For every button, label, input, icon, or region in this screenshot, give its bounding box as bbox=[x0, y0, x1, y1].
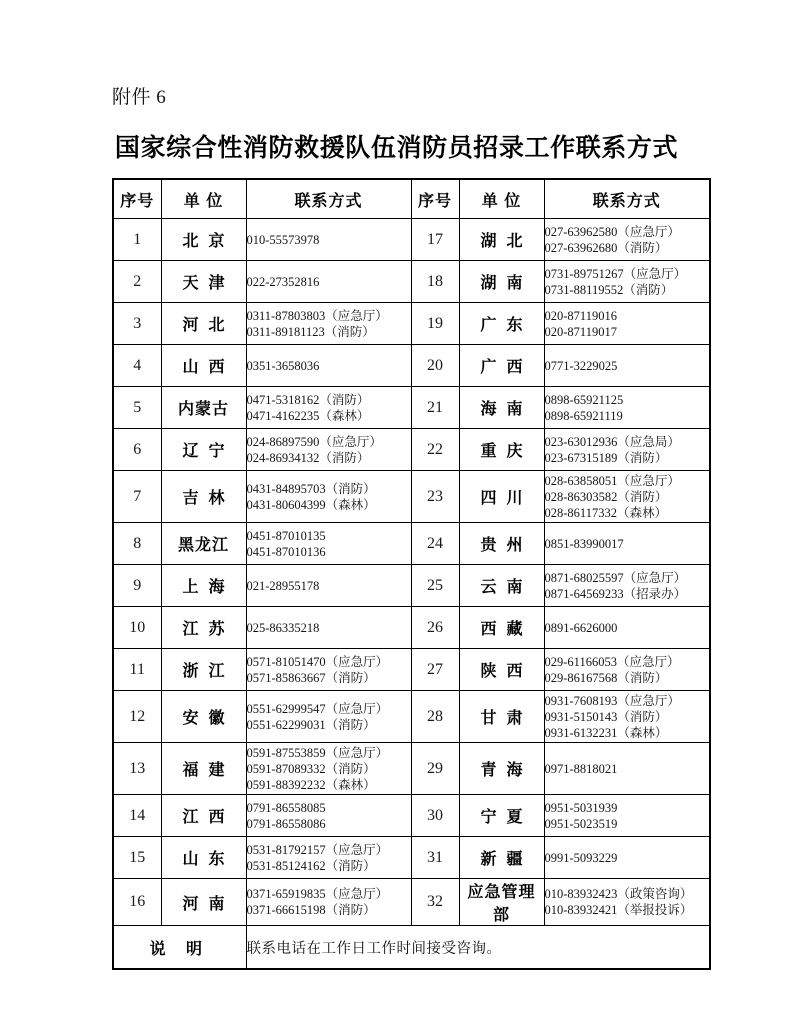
contact-cell-left bbox=[246, 649, 411, 691]
contact-line: 010-55573978 bbox=[246, 232, 320, 247]
seq-cell-right: 31 bbox=[411, 837, 459, 879]
seq-cell-left: 16 bbox=[113, 879, 161, 926]
table-row bbox=[113, 837, 710, 879]
table-row bbox=[113, 795, 710, 837]
seq-cell-right: 24 bbox=[411, 523, 459, 565]
contact-line: 0971-8818021 bbox=[544, 761, 618, 776]
unit-label: 甘肃 bbox=[480, 710, 533, 727]
unit-cell-right bbox=[459, 219, 544, 261]
contact-cell-left bbox=[246, 879, 411, 926]
unit-label: 上海 bbox=[182, 579, 235, 596]
unit-cell-right bbox=[459, 523, 544, 565]
unit-label: 广东 bbox=[480, 317, 533, 334]
contact-cell-left bbox=[246, 607, 411, 649]
contact-line: 0371-66615198（消防） bbox=[246, 903, 376, 917]
unit-label: 辽宁 bbox=[182, 443, 235, 460]
unit-label: 浙江 bbox=[182, 663, 235, 680]
contact-line: 0771-3229025 bbox=[544, 358, 618, 373]
contact-line: 0431-80604399（森林） bbox=[246, 497, 376, 512]
unit-label: 云南 bbox=[480, 579, 533, 596]
unit-label: 宁夏 bbox=[480, 809, 533, 826]
seq-cell-left: 11 bbox=[113, 649, 161, 691]
unit-cell-right bbox=[459, 649, 544, 691]
contact-cell-left bbox=[246, 471, 411, 523]
seq-cell-left: 9 bbox=[113, 565, 161, 607]
contact-line: 0931-7608193（应急厅） bbox=[544, 693, 680, 708]
unit-label: 陕西 bbox=[480, 663, 533, 680]
contact-line: 0311-87803803（应急厅） bbox=[246, 308, 388, 323]
contact-cell-left bbox=[246, 795, 411, 837]
contact-cell-left bbox=[246, 837, 411, 879]
contact-table bbox=[112, 178, 711, 970]
unit-cell-right bbox=[459, 837, 544, 879]
unit-label: 重庆 bbox=[480, 443, 533, 460]
contact-line: 0991-5093229 bbox=[544, 850, 618, 865]
table-foot bbox=[113, 926, 710, 970]
contact-line: 010-83932423（政策咨询） bbox=[544, 887, 693, 901]
unit-label: 河北 bbox=[182, 317, 235, 334]
seq-cell-left: 7 bbox=[113, 471, 161, 523]
contact-line: 0571-85863667（消防） bbox=[246, 670, 376, 685]
contact-line: 0898-65921119 bbox=[544, 408, 623, 423]
contact-line: 0471-5318162（消防） bbox=[246, 392, 370, 407]
contact-line: 0351-3658036 bbox=[246, 358, 320, 373]
seq-cell-right: 29 bbox=[411, 743, 459, 795]
contact-cell-right bbox=[544, 837, 710, 879]
contact-line: 0891-6626000 bbox=[544, 620, 618, 635]
contact-cell-right bbox=[544, 387, 710, 429]
contact-line: 010-83932421（举报投诉） bbox=[544, 903, 693, 917]
table-head bbox=[113, 179, 710, 219]
seq-cell-right: 19 bbox=[411, 303, 459, 345]
seq-cell-left: 3 bbox=[113, 303, 161, 345]
unit-label: 吉林 bbox=[182, 490, 235, 507]
contact-line: 028-86117332（森林） bbox=[544, 505, 667, 520]
contact-cell-right bbox=[544, 565, 710, 607]
contact-cell-right bbox=[544, 691, 710, 743]
table-header-row bbox=[113, 179, 710, 219]
table-row bbox=[113, 345, 710, 387]
contact-line: 0591-88392232（森林） bbox=[246, 777, 376, 792]
unit-label: 山东 bbox=[182, 851, 235, 868]
unit-cell-right bbox=[459, 387, 544, 429]
table-row bbox=[113, 565, 710, 607]
seq-cell-left: 6 bbox=[113, 429, 161, 471]
unit-cell-left bbox=[161, 795, 246, 837]
unit-label: 福建 bbox=[182, 762, 235, 779]
note-text: 联系电话在工作日工作时间接受咨询。 bbox=[246, 926, 710, 970]
unit-label: 青海 bbox=[480, 762, 533, 779]
unit-label: 湖北 bbox=[480, 233, 533, 250]
unit-label: 江西 bbox=[182, 809, 235, 826]
unit-cell-right bbox=[459, 261, 544, 303]
contact-cell-right bbox=[544, 607, 710, 649]
contact-line: 0551-62299031（消防） bbox=[246, 717, 376, 732]
contact-cell-right bbox=[544, 345, 710, 387]
contact-line: 0951-5023519 bbox=[544, 816, 618, 831]
contact-cell-right bbox=[544, 795, 710, 837]
contact-line: 0898-65921125 bbox=[544, 392, 624, 407]
seq-cell-right: 28 bbox=[411, 691, 459, 743]
contact-cell-right bbox=[544, 471, 710, 523]
contact-line: 0591-87553859（应急厅） bbox=[246, 745, 389, 760]
contact-line: 028-86303582（消防） bbox=[544, 489, 668, 504]
unit-label: 四川 bbox=[480, 490, 533, 507]
contact-line: 0431-84895703（消防） bbox=[246, 481, 376, 496]
unit-label: 贵州 bbox=[480, 537, 533, 554]
seq-cell-left: 1 bbox=[113, 219, 161, 261]
contact-cell-right bbox=[544, 303, 710, 345]
contact-line: 028-63858051（应急厅） bbox=[544, 473, 680, 488]
unit-cell-right bbox=[459, 429, 544, 471]
header-unit-right: 单 位 bbox=[459, 179, 544, 219]
unit-cell-left bbox=[161, 691, 246, 743]
unit-cell-left bbox=[161, 607, 246, 649]
unit-label: 新疆 bbox=[480, 851, 533, 868]
unit-cell-left bbox=[161, 837, 246, 879]
contact-line: 022-27352816 bbox=[246, 274, 320, 289]
seq-cell-right: 18 bbox=[411, 261, 459, 303]
unit-cell-left bbox=[161, 879, 246, 926]
contact-cell-right bbox=[544, 429, 710, 471]
unit-cell-left bbox=[161, 303, 246, 345]
seq-cell-left: 5 bbox=[113, 387, 161, 429]
attachment-label: 附件 6 bbox=[112, 87, 167, 108]
contact-cell-left bbox=[246, 261, 411, 303]
contact-line: 0871-64569233（招录办） bbox=[544, 586, 687, 601]
contact-line: 0371-65919835（应急厅） bbox=[246, 887, 389, 901]
unit-label: 海南 bbox=[480, 401, 533, 418]
contact-line: 023-67315189（消防） bbox=[544, 450, 668, 465]
contact-line: 0571-81051470（应急厅） bbox=[246, 654, 389, 669]
unit-label: 西藏 bbox=[480, 621, 533, 638]
contact-line: 0871-68025597（应急厅） bbox=[544, 570, 687, 585]
unit-label: 湖南 bbox=[480, 275, 533, 292]
seq-cell-right: 26 bbox=[411, 607, 459, 649]
contact-cell-right bbox=[544, 879, 710, 926]
contact-line: 027-63962680（消防） bbox=[544, 240, 668, 255]
contact-line: 0951-5031939 bbox=[544, 800, 618, 815]
contact-line: 021-28955178 bbox=[246, 578, 320, 593]
contact-line: 029-61166053（应急厅） bbox=[544, 654, 680, 669]
contact-line: 0531-81792157（应急厅） bbox=[246, 842, 389, 857]
unit-cell-right bbox=[459, 795, 544, 837]
contact-line: 0731-88119552（消防） bbox=[544, 282, 674, 297]
seq-cell-left: 14 bbox=[113, 795, 161, 837]
seq-cell-left: 12 bbox=[113, 691, 161, 743]
unit-label: 广西 bbox=[480, 359, 533, 376]
seq-cell-right: 20 bbox=[411, 345, 459, 387]
contact-line: 020-87119017 bbox=[544, 324, 617, 339]
contact-line: 0471-4162235（森林） bbox=[246, 408, 370, 423]
contact-line: 025-86335218 bbox=[246, 620, 320, 635]
unit-cell-right bbox=[459, 879, 544, 926]
table-row bbox=[113, 691, 710, 743]
contact-line: 0791-86558085 bbox=[246, 800, 326, 815]
contact-line: 024-86897590（应急厅） bbox=[246, 434, 382, 449]
contact-table-container bbox=[112, 178, 709, 970]
seq-cell-left: 4 bbox=[113, 345, 161, 387]
seq-cell-right: 30 bbox=[411, 795, 459, 837]
contact-line: 024-86934132（消防） bbox=[246, 450, 370, 465]
table-row bbox=[113, 387, 710, 429]
unit-cell-right bbox=[459, 471, 544, 523]
unit-cell-left bbox=[161, 387, 246, 429]
header-contact-right: 联系方式 bbox=[544, 179, 710, 219]
unit-cell-left bbox=[161, 345, 246, 387]
contact-cell-right bbox=[544, 743, 710, 795]
table-row bbox=[113, 261, 710, 303]
table-row bbox=[113, 879, 710, 926]
contact-line: 0591-87089332（消防） bbox=[246, 761, 376, 776]
table-row bbox=[113, 429, 710, 471]
table-row bbox=[113, 219, 710, 261]
seq-cell-right: 27 bbox=[411, 649, 459, 691]
unit-label: 河南 bbox=[182, 895, 235, 913]
contact-cell-left bbox=[246, 523, 411, 565]
contact-line: 020-87119016 bbox=[544, 308, 617, 323]
unit-label: 山西 bbox=[182, 359, 235, 376]
table-row bbox=[113, 471, 710, 523]
contact-line: 0451-87010135 bbox=[246, 528, 326, 543]
unit-cell-left bbox=[161, 219, 246, 261]
seq-cell-right: 23 bbox=[411, 471, 459, 523]
unit-cell-left bbox=[161, 565, 246, 607]
table-row bbox=[113, 649, 710, 691]
unit-cell-left bbox=[161, 743, 246, 795]
table-row bbox=[113, 523, 710, 565]
unit-label: 北京 bbox=[182, 233, 235, 250]
seq-cell-right: 32 bbox=[411, 879, 459, 926]
unit-cell-right bbox=[459, 303, 544, 345]
contact-cell-left bbox=[246, 387, 411, 429]
contact-cell-right bbox=[544, 523, 710, 565]
seq-cell-right: 17 bbox=[411, 219, 459, 261]
contact-cell-right bbox=[544, 649, 710, 691]
contact-cell-left bbox=[246, 345, 411, 387]
unit-cell-left bbox=[161, 649, 246, 691]
seq-cell-left: 2 bbox=[113, 261, 161, 303]
contact-cell-left bbox=[246, 219, 411, 261]
note-row bbox=[113, 926, 710, 970]
seq-cell-right: 21 bbox=[411, 387, 459, 429]
seq-cell-right: 25 bbox=[411, 565, 459, 607]
page-title: 国家综合性消防救援队伍消防员招录工作联系方式 bbox=[114, 135, 679, 162]
unit-label: 安徽 bbox=[182, 710, 235, 727]
contact-cell-right bbox=[544, 219, 710, 261]
unit-label: 江苏 bbox=[182, 621, 235, 638]
unit-label: 黑龙江 bbox=[177, 537, 229, 554]
contact-line: 0311-89181123（消防） bbox=[246, 324, 375, 339]
contact-line: 0931-6132231（森林） bbox=[544, 725, 668, 740]
seq-cell-left: 8 bbox=[113, 523, 161, 565]
seq-cell-left: 15 bbox=[113, 837, 161, 879]
contact-line: 027-63962580（应急厅） bbox=[544, 224, 680, 239]
table-body bbox=[113, 219, 710, 926]
seq-cell-left: 10 bbox=[113, 607, 161, 649]
header-unit-left: 单 位 bbox=[161, 179, 246, 219]
unit-cell-left bbox=[161, 471, 246, 523]
unit-cell-right bbox=[459, 345, 544, 387]
contact-line: 023-63012936（应急局） bbox=[544, 434, 680, 449]
unit-label: 内蒙古 bbox=[177, 401, 229, 418]
table-row bbox=[113, 743, 710, 795]
unit-label: 天津 bbox=[182, 275, 235, 292]
seq-cell-left: 13 bbox=[113, 743, 161, 795]
unit-cell-left bbox=[161, 523, 246, 565]
contact-cell-right bbox=[544, 261, 710, 303]
unit-cell-right bbox=[459, 691, 544, 743]
contact-line: 0931-5150143（消防） bbox=[544, 709, 668, 724]
header-contact-left: 联系方式 bbox=[246, 179, 411, 219]
unit-cell-left bbox=[161, 261, 246, 303]
note-label: 说 明 bbox=[113, 926, 246, 970]
table-row bbox=[113, 303, 710, 345]
header-seq-right: 序号 bbox=[411, 179, 459, 219]
contact-cell-left bbox=[246, 691, 411, 743]
contact-line: 029-86167568（消防） bbox=[544, 670, 668, 685]
contact-cell-left bbox=[246, 303, 411, 345]
contact-line: 0851-83990017 bbox=[544, 536, 624, 551]
contact-line: 0451-87010136 bbox=[246, 544, 326, 559]
unit-cell-right bbox=[459, 607, 544, 649]
unit-cell-right bbox=[459, 565, 544, 607]
contact-cell-left bbox=[246, 429, 411, 471]
contact-cell-left bbox=[246, 743, 411, 795]
unit-cell-right bbox=[459, 743, 544, 795]
seq-cell-right: 22 bbox=[411, 429, 459, 471]
table-row bbox=[113, 607, 710, 649]
contact-line: 0731-89751267（应急厅） bbox=[544, 266, 687, 281]
contact-line: 0791-86558086 bbox=[246, 816, 326, 831]
unit-label: 应急管理部 bbox=[467, 884, 536, 924]
contact-line: 0531-85124162（消防） bbox=[246, 858, 376, 873]
unit-cell-left bbox=[161, 429, 246, 471]
contact-cell-left bbox=[246, 565, 411, 607]
contact-line: 0551-62999547（应急厅） bbox=[246, 701, 389, 716]
header-seq-left: 序号 bbox=[113, 179, 161, 219]
